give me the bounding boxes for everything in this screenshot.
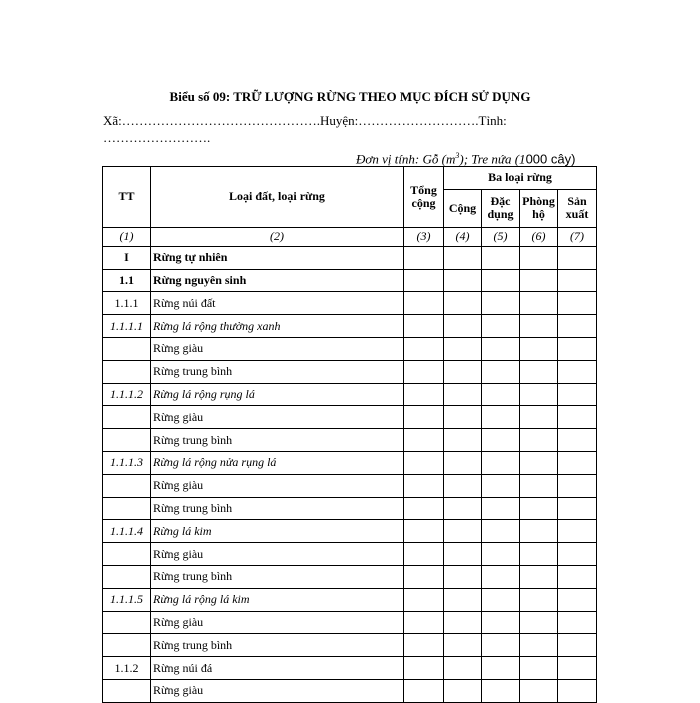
- value-cell[interactable]: [482, 543, 520, 566]
- header-total: Tổng cộng: [404, 167, 444, 228]
- row-label: Rừng trung bình: [151, 634, 404, 657]
- value-cell[interactable]: [482, 292, 520, 315]
- row-code: I: [103, 246, 151, 269]
- row-label: Rừng lá kim: [151, 520, 404, 543]
- value-cell[interactable]: [482, 315, 520, 338]
- table-row: [103, 565, 597, 588]
- header-protection: Phòng hộ: [520, 189, 558, 227]
- row-label: Rừng núi đá: [151, 657, 404, 680]
- row-label: Rừng giàu: [151, 474, 404, 497]
- value-cell[interactable]: [444, 292, 482, 315]
- table-row: [103, 292, 597, 315]
- row-code: 1.1: [103, 269, 151, 292]
- value-cell[interactable]: [482, 565, 520, 588]
- row-label: Rừng tự nhiên: [151, 246, 404, 269]
- row-code: [103, 429, 151, 452]
- row-code: 1.1.1.2: [103, 383, 151, 406]
- value-cell[interactable]: [444, 520, 482, 543]
- row-code: 1.1.2: [103, 657, 151, 680]
- column-number: (1): [103, 227, 151, 246]
- value-cell[interactable]: [444, 429, 482, 452]
- value-cell[interactable]: [444, 337, 482, 360]
- row-label: Rừng lá rộng thường xanh: [151, 315, 404, 338]
- value-cell[interactable]: [520, 429, 558, 452]
- row-label: Rừng giàu: [151, 611, 404, 634]
- table-row: [103, 429, 597, 452]
- value-cell[interactable]: [558, 429, 597, 452]
- row-label: Rừng giàu: [151, 406, 404, 429]
- value-cell[interactable]: [558, 292, 597, 315]
- row-label: Rừng giàu: [151, 679, 404, 702]
- value-cell[interactable]: [444, 565, 482, 588]
- value-cell[interactable]: [520, 657, 558, 680]
- value-cell[interactable]: [482, 657, 520, 680]
- value-cell[interactable]: [520, 611, 558, 634]
- value-cell[interactable]: [404, 588, 444, 611]
- value-cell[interactable]: [404, 543, 444, 566]
- document-title: Biểu số 09: TRỮ LƯỢNG RỪNG THEO MỤC ĐÍCH SỬ DỤNG: [169, 89, 531, 104]
- row-code: 1.1.1.5: [103, 588, 151, 611]
- value-cell[interactable]: [520, 520, 558, 543]
- value-cell[interactable]: [404, 383, 444, 406]
- value-cell[interactable]: [558, 246, 597, 269]
- column-number: (2): [151, 227, 404, 246]
- table-row: [103, 588, 597, 611]
- value-cell[interactable]: [444, 360, 482, 383]
- header-land-type: Loại đất, loại rừng: [151, 167, 404, 228]
- value-cell[interactable]: [444, 451, 482, 474]
- value-cell[interactable]: [404, 246, 444, 269]
- value-cell[interactable]: [482, 406, 520, 429]
- value-cell[interactable]: [520, 315, 558, 338]
- value-cell[interactable]: [520, 406, 558, 429]
- value-cell[interactable]: [444, 657, 482, 680]
- value-cell[interactable]: [444, 497, 482, 520]
- header-special-use: Đặc dụng: [482, 189, 520, 227]
- value-cell[interactable]: [558, 337, 597, 360]
- row-code: [103, 565, 151, 588]
- value-cell[interactable]: [520, 337, 558, 360]
- value-cell[interactable]: [404, 657, 444, 680]
- table-row: [103, 611, 597, 634]
- value-cell[interactable]: [444, 611, 482, 634]
- row-code: 1.1.1.4: [103, 520, 151, 543]
- table-row: [103, 246, 597, 269]
- value-cell[interactable]: [444, 679, 482, 702]
- row-code: 1.1.1.1: [103, 315, 151, 338]
- value-cell[interactable]: [520, 360, 558, 383]
- value-cell[interactable]: [558, 451, 597, 474]
- table-row: [103, 406, 597, 429]
- row-code: [103, 611, 151, 634]
- table-row: [103, 383, 597, 406]
- row-label: Rừng giàu: [151, 337, 404, 360]
- row-code: [103, 543, 151, 566]
- table-row: [103, 269, 597, 292]
- value-cell[interactable]: [558, 543, 597, 566]
- row-label: Rừng nguyên sinh: [151, 269, 404, 292]
- header-three-forest-types: Ba loại rừng: [444, 167, 597, 190]
- value-cell[interactable]: [482, 246, 520, 269]
- value-cell[interactable]: [404, 497, 444, 520]
- column-number: (6): [520, 227, 558, 246]
- value-cell[interactable]: [482, 269, 520, 292]
- forest-reserve-table: [102, 166, 597, 703]
- row-label: Rừng lá rộng nửa rụng lá: [151, 451, 404, 474]
- row-label: Rừng trung bình: [151, 429, 404, 452]
- value-cell[interactable]: [520, 588, 558, 611]
- value-cell[interactable]: [444, 269, 482, 292]
- value-cell[interactable]: [444, 383, 482, 406]
- column-number: (7): [558, 227, 597, 246]
- value-cell[interactable]: [404, 611, 444, 634]
- value-cell[interactable]: [520, 292, 558, 315]
- row-code: [103, 406, 151, 429]
- table-row: [103, 451, 597, 474]
- value-cell[interactable]: [482, 679, 520, 702]
- value-cell[interactable]: [444, 588, 482, 611]
- row-label: Rừng giàu: [151, 543, 404, 566]
- table-row: [103, 657, 597, 680]
- row-label: Rừng lá rộng rụng lá: [151, 383, 404, 406]
- value-cell[interactable]: [558, 657, 597, 680]
- value-cell[interactable]: [558, 383, 597, 406]
- row-code: [103, 337, 151, 360]
- column-number: (4): [444, 227, 482, 246]
- value-cell[interactable]: [482, 474, 520, 497]
- unit-note: Đơn vị tính: Gỗ $(m^3)$; Tre nứa (1000 cây): [356, 151, 576, 167]
- value-cell[interactable]: [558, 497, 597, 520]
- value-cell[interactable]: [520, 474, 558, 497]
- table-row: [103, 360, 597, 383]
- value-cell[interactable]: [520, 679, 558, 702]
- value-cell[interactable]: [558, 520, 597, 543]
- value-cell[interactable]: [558, 269, 597, 292]
- value-cell[interactable]: [558, 406, 597, 429]
- value-cell[interactable]: [444, 315, 482, 338]
- value-cell[interactable]: [520, 565, 558, 588]
- value-cell[interactable]: [404, 406, 444, 429]
- value-cell[interactable]: [482, 383, 520, 406]
- value-cell[interactable]: [404, 565, 444, 588]
- value-cell[interactable]: [520, 451, 558, 474]
- row-code: [103, 634, 151, 657]
- value-cell[interactable]: [520, 383, 558, 406]
- value-cell[interactable]: [404, 474, 444, 497]
- location-line-continued: …………………….: [103, 130, 211, 145]
- value-cell[interactable]: [482, 497, 520, 520]
- value-cell[interactable]: [558, 360, 597, 383]
- value-cell[interactable]: [444, 246, 482, 269]
- row-code: 1.1.1.3: [103, 451, 151, 474]
- column-number: (5): [482, 227, 520, 246]
- value-cell[interactable]: [558, 565, 597, 588]
- row-label: Rừng trung bình: [151, 497, 404, 520]
- row-code: [103, 679, 151, 702]
- value-cell[interactable]: [482, 360, 520, 383]
- value-cell[interactable]: [520, 497, 558, 520]
- value-cell[interactable]: [404, 634, 444, 657]
- value-cell[interactable]: [444, 634, 482, 657]
- table-row: [103, 634, 597, 657]
- header-sum: Cộng: [444, 189, 482, 227]
- table-row: [103, 337, 597, 360]
- row-label: Rừng lá rộng lá kim: [151, 588, 404, 611]
- value-cell[interactable]: [482, 520, 520, 543]
- table-row: [103, 679, 597, 702]
- table-row: [103, 497, 597, 520]
- header-production: Sản xuất: [558, 189, 597, 227]
- value-cell[interactable]: [404, 337, 444, 360]
- value-cell[interactable]: [444, 406, 482, 429]
- value-cell[interactable]: [404, 679, 444, 702]
- value-cell[interactable]: [558, 315, 597, 338]
- table-row: [103, 474, 597, 497]
- location-line: Xã:……………………………………….Huyện:……………………….Tỉnh:: [103, 113, 507, 128]
- value-cell[interactable]: [558, 679, 597, 702]
- value-cell[interactable]: [404, 429, 444, 452]
- value-cell[interactable]: [482, 429, 520, 452]
- table-row: [103, 315, 597, 338]
- row-code: [103, 474, 151, 497]
- row-code: 1.1.1: [103, 292, 151, 315]
- value-cell[interactable]: [558, 588, 597, 611]
- value-cell[interactable]: [482, 588, 520, 611]
- column-number: (3): [404, 227, 444, 246]
- value-cell[interactable]: [444, 543, 482, 566]
- value-cell[interactable]: [558, 611, 597, 634]
- value-cell[interactable]: [558, 474, 597, 497]
- value-cell[interactable]: [558, 634, 597, 657]
- value-cell[interactable]: [404, 451, 444, 474]
- header-tt: TT: [103, 167, 151, 228]
- value-cell[interactable]: [520, 246, 558, 269]
- value-cell[interactable]: [520, 634, 558, 657]
- row-label: Rừng trung bình: [151, 565, 404, 588]
- table-row: [103, 543, 597, 566]
- row-code: [103, 360, 151, 383]
- row-label: Rừng núi đất: [151, 292, 404, 315]
- value-cell[interactable]: [520, 543, 558, 566]
- value-cell[interactable]: [482, 611, 520, 634]
- value-cell[interactable]: [482, 634, 520, 657]
- value-cell[interactable]: [404, 360, 444, 383]
- row-code: [103, 497, 151, 520]
- value-cell[interactable]: [482, 451, 520, 474]
- value-cell[interactable]: [404, 292, 444, 315]
- value-cell[interactable]: [404, 520, 444, 543]
- value-cell[interactable]: [404, 315, 444, 338]
- value-cell[interactable]: [404, 269, 444, 292]
- table-row: [103, 520, 597, 543]
- value-cell[interactable]: [520, 269, 558, 292]
- row-label: Rừng trung bình: [151, 360, 404, 383]
- value-cell[interactable]: [482, 337, 520, 360]
- value-cell[interactable]: [444, 474, 482, 497]
